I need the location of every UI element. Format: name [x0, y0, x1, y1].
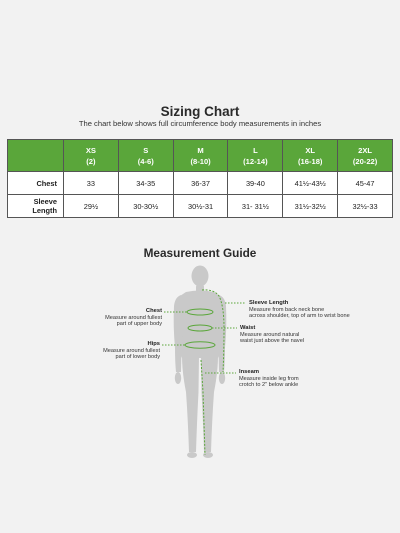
waist-text-2: waist just above the navel — [240, 338, 305, 345]
measurement-guide-title: Measurement Guide — [143, 246, 257, 260]
figure-left-foot — [187, 452, 197, 458]
waist-heading: Waist — [240, 325, 256, 331]
table-cell: 30½-31 — [173, 195, 228, 218]
hips-text-1: Measure around fullest — [103, 347, 160, 354]
table-cell: 32½-33 — [338, 195, 393, 218]
body-silhouette — [174, 266, 227, 459]
waist-text-1: Measure around natural — [240, 331, 300, 338]
chest-text-2: part of upper body — [116, 321, 162, 328]
table-cell: 29½ — [64, 195, 119, 218]
sleeve-text-2: across shoulder, top of arm to wrist bone — [249, 313, 350, 320]
figure-left-leg — [182, 356, 199, 452]
hips-text-2: part of lower body — [115, 354, 160, 361]
table-cell: 45-47 — [338, 172, 393, 195]
figure-left-hand — [175, 372, 181, 384]
sleeve-length-annotation — [249, 300, 350, 320]
chart-subtitle: The chart below shows full circumference body measurements in inches — [78, 119, 322, 128]
chart-title: Sizing Chart — [160, 104, 240, 119]
chest-annotation — [105, 308, 162, 328]
inseam-text-1: Measure inside leg from — [239, 375, 299, 382]
figure-right-hand — [219, 372, 225, 384]
table-cell: 31½-32½ — [283, 195, 338, 218]
table-cell: 34-35 — [118, 172, 173, 195]
table-cell: 30-30½ — [118, 195, 173, 218]
hips-heading: Hips — [147, 341, 160, 347]
waist-annotation — [240, 325, 304, 345]
figure-right-arm — [217, 295, 226, 372]
header-size-s: S (4-6) — [118, 140, 173, 172]
table-cell: 31- 31½ — [228, 195, 283, 218]
figure-left-arm — [174, 295, 183, 372]
inseam-annotation — [239, 369, 299, 389]
inseam-text-2: crotch to 2" below ankle — [239, 382, 299, 389]
header-size-l: L (12-14) — [228, 140, 283, 172]
row-label: Sleeve Length — [8, 195, 64, 218]
table-cell: 39-40 — [228, 172, 283, 195]
header-size-2xl: 2XL (20-22) — [338, 140, 393, 172]
chest-text-1: Measure around fullest — [105, 314, 162, 321]
chest-heading: Chest — [145, 308, 162, 314]
sleeve-text-1: Measure from back neck bone — [249, 306, 325, 313]
figure-right-leg — [201, 356, 218, 452]
header-size-xs: XS (2) — [64, 140, 119, 172]
figure-head — [192, 266, 209, 287]
header-size-xl: XL (16-18) — [283, 140, 338, 172]
table-cell: 36-37 — [173, 172, 228, 195]
row-label: Chest — [8, 172, 64, 195]
hips-annotation — [103, 341, 160, 361]
header-size-m: M (8-10) — [173, 140, 228, 172]
inseam-heading: Inseam — [239, 369, 259, 375]
table-cell: 41½-43½ — [283, 172, 338, 195]
sleeve-heading: Sleeve Length — [249, 300, 289, 306]
table-cell: 33 — [64, 172, 119, 195]
